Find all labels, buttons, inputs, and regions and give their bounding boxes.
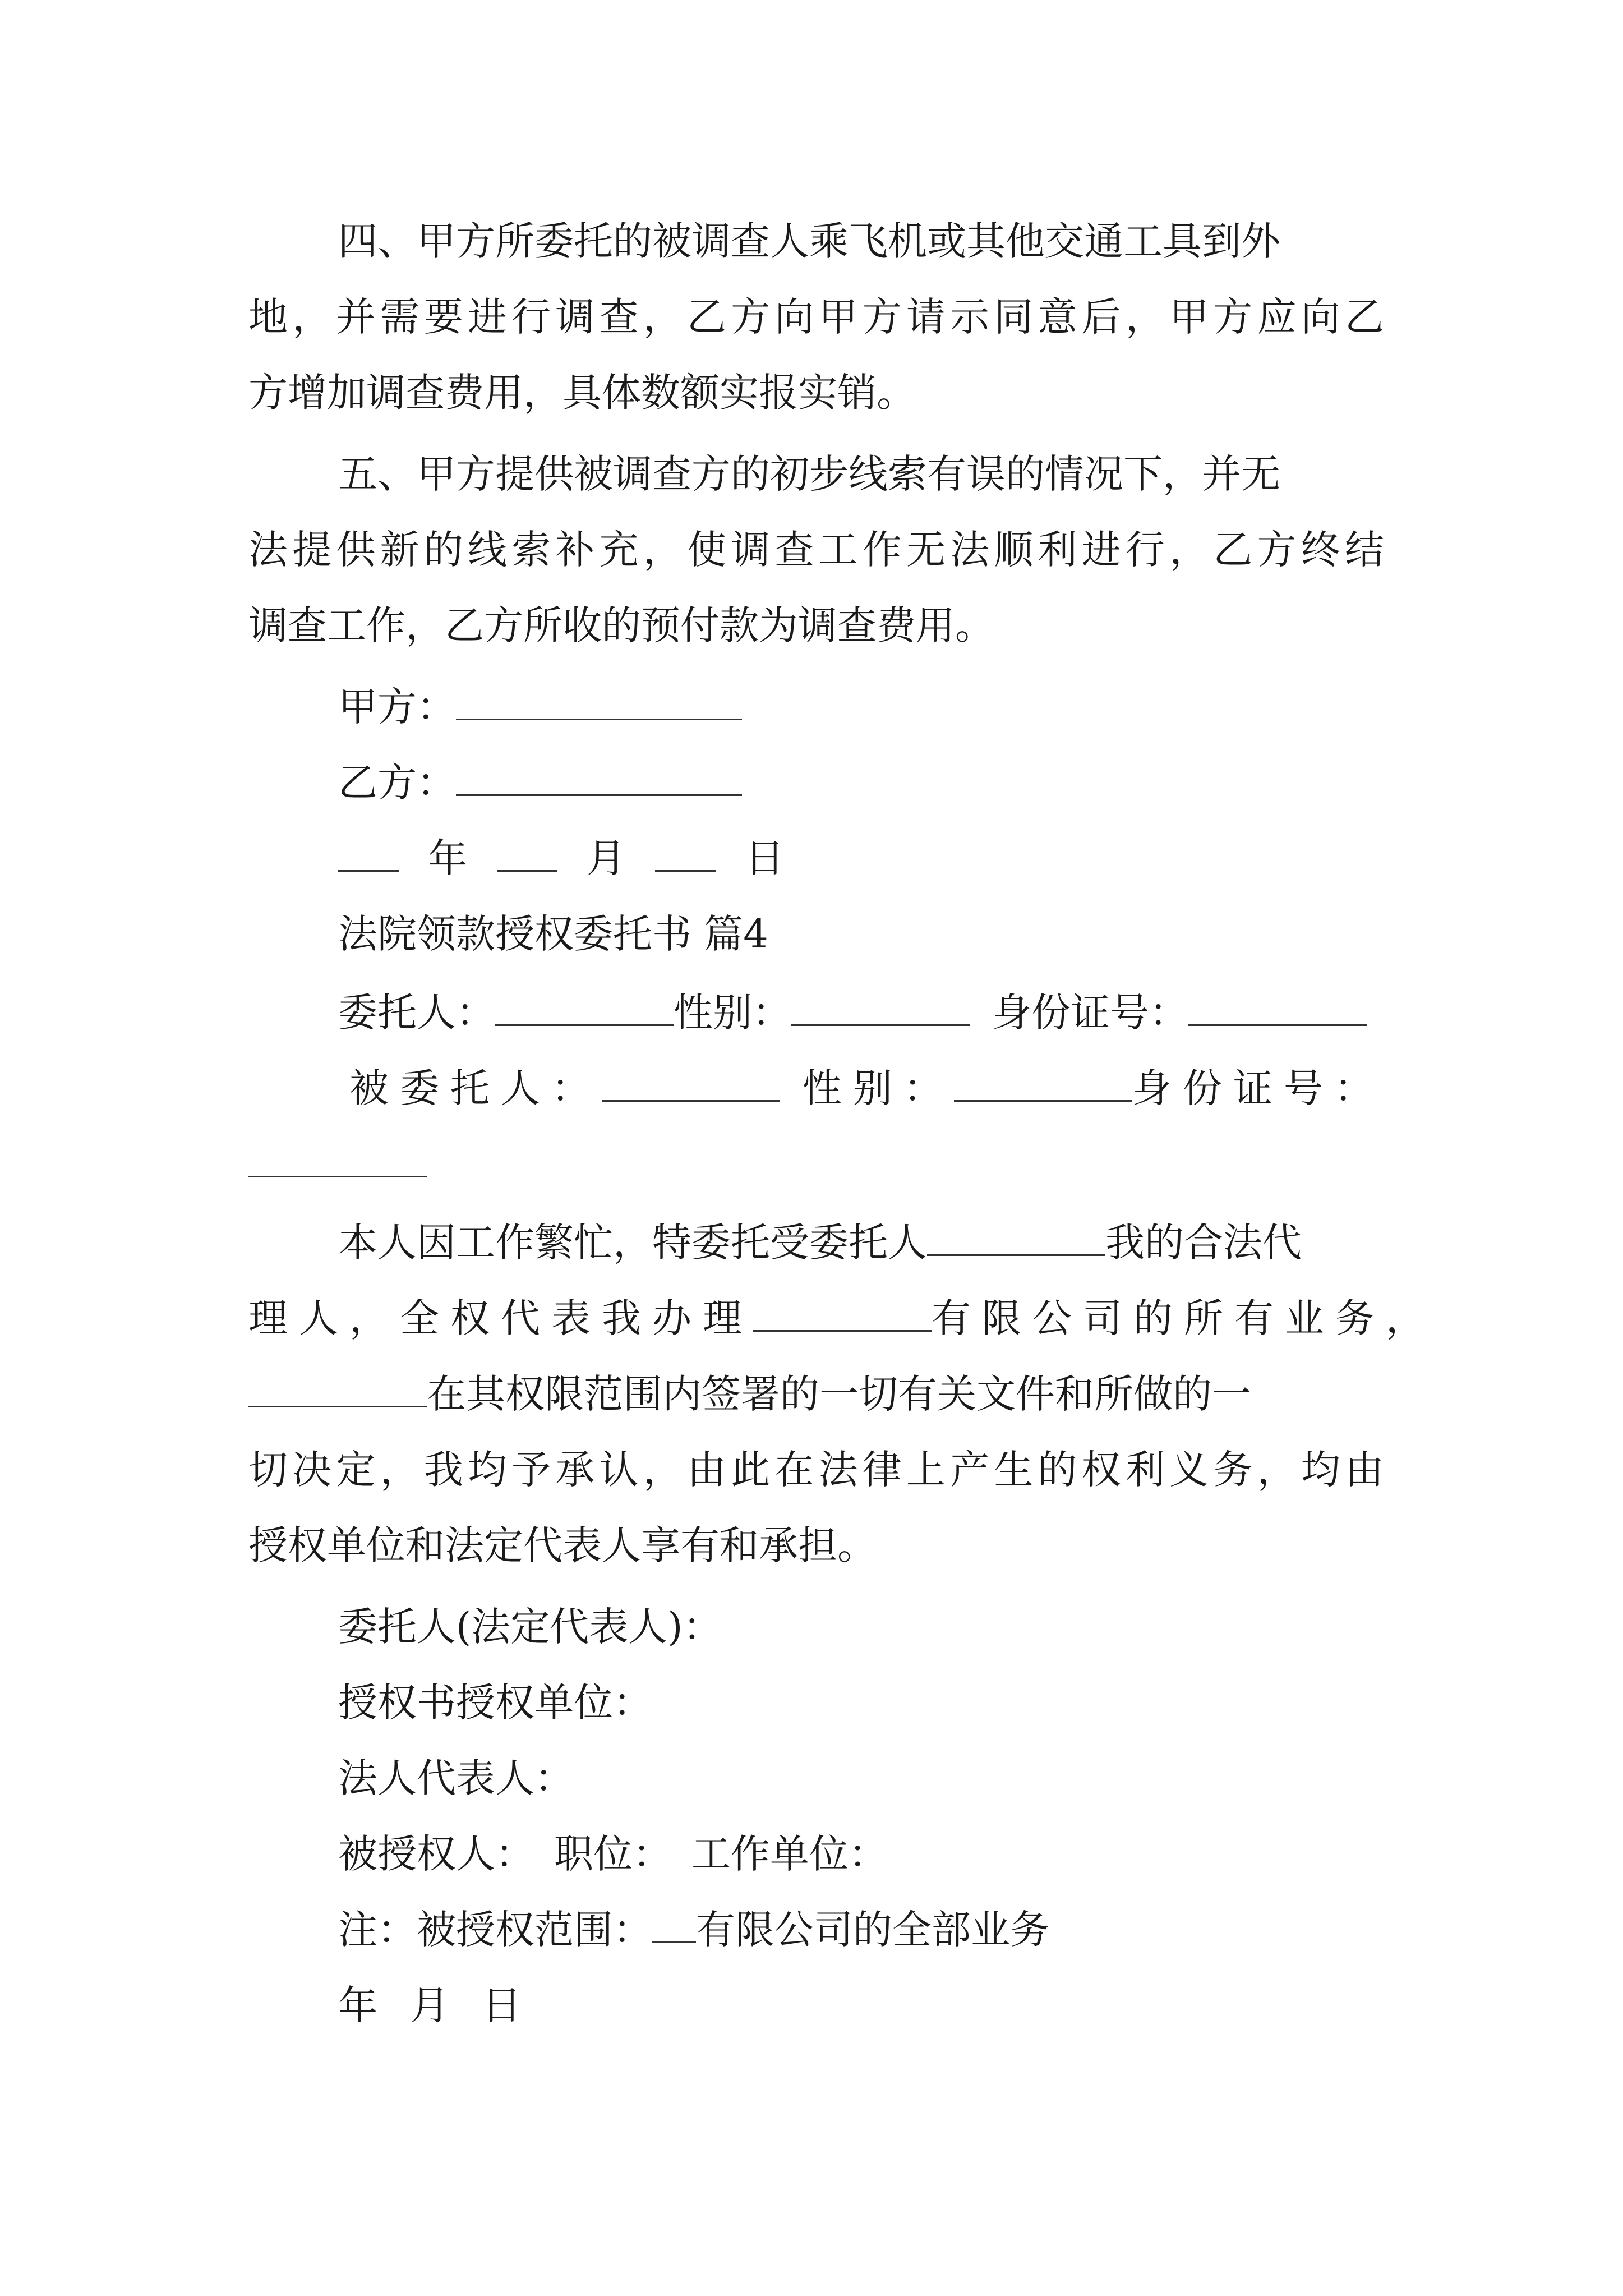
agent-id-blank[interactable] [248, 1141, 427, 1177]
body-line-2-end: 有限公司的所有业务， [932, 1295, 1436, 1341]
month-label: 月 [586, 835, 626, 881]
body-line-5: 授权单位和法定代表人享有和承担。 [248, 1522, 877, 1568]
party-b-label: 乙方： [338, 760, 456, 806]
date-line [338, 833, 801, 884]
section-5-line-3: 调查工作，乙方所收的预付款为调查费用。 [248, 602, 994, 648]
agent-label: 被委托人： [349, 1065, 602, 1111]
note-row [338, 1904, 1049, 1955]
principal-row [338, 987, 1367, 1038]
agent-row [349, 1063, 1385, 1114]
signature-date: 年 月 日 [338, 1982, 532, 2028]
party-a-label: 甲方： [338, 684, 456, 730]
day-label: 日 [745, 835, 785, 881]
agent-gender-label: 性别： [803, 1065, 954, 1111]
agent-id-label: 身份证号： [1132, 1065, 1385, 1111]
authority-blank[interactable] [248, 1371, 427, 1407]
section-5-line-2: 法提供新的线索补充，使调查工作无法顺利进行，乙方终结 [248, 527, 1384, 573]
work-unit-label: 工作单位： [691, 1831, 888, 1877]
party-a-blank[interactable] [456, 684, 742, 720]
body-line-1 [338, 1217, 1302, 1268]
note-suffix: 有限公司的全部业务 [696, 1907, 1049, 1953]
body-line-3-text: 在其权限范围内签署的一切有关文件和所做的一 [427, 1371, 1251, 1417]
principal-id-label: 身份证号： [992, 990, 1188, 1036]
body-line-3 [248, 1369, 1251, 1419]
section-4-line-2: 地，并需要进行调查，乙方向甲方请示同意后，甲方应向乙 [248, 294, 1384, 340]
party-b-line [338, 757, 742, 808]
section-4-line-3: 方增加调查费用，具体数额实报实销。 [248, 370, 916, 416]
position-label: 职位： [554, 1831, 672, 1877]
agent-name-blank[interactable] [602, 1065, 780, 1102]
principal-gender-label: 性别： [674, 990, 791, 1036]
day-blank[interactable] [655, 835, 716, 872]
agent-id-line [248, 1139, 427, 1189]
body-line-1-end: 我的合法代 [1105, 1220, 1302, 1266]
principal-gender-blank[interactable] [791, 990, 970, 1026]
party-b-blank[interactable] [456, 760, 742, 796]
note-prefix: 注：被授权范围： [338, 1907, 652, 1953]
agent-gender-blank[interactable] [954, 1065, 1132, 1102]
delegate-blank[interactable] [927, 1220, 1105, 1256]
principal-legal-rep-label: 委托人(法定代表人)： [338, 1604, 722, 1650]
section-5-line-1: 五、甲方提供被调查方的初步线索有误的情况下，并无 [338, 451, 1280, 497]
party-a-line [338, 682, 742, 732]
legal-rep-label: 法人代表人： [338, 1755, 574, 1801]
note-blank[interactable] [652, 1907, 696, 1943]
principal-id-blank[interactable] [1188, 990, 1367, 1026]
year-blank[interactable] [338, 835, 399, 872]
body-line-4: 切决定，我均予承认，由此在法律上产生的权利义务，均由 [248, 1447, 1384, 1493]
month-blank[interactable] [497, 835, 557, 872]
company-blank[interactable] [753, 1295, 932, 1332]
body-line-2-text: 理人，全权代表我办理 [248, 1295, 753, 1341]
body-line-1-text: 本人因工作繁忙，特委托受委托人 [338, 1220, 927, 1266]
authorized-label: 被授权人： [338, 1831, 534, 1877]
auth-unit-label: 授权书授权单位： [338, 1680, 652, 1726]
document-heading: 法院领款授权委托书 篇4 [338, 911, 768, 957]
section-4-line-1: 四、甲方所委托的被调查人乘飞机或其他交通工具到外 [338, 218, 1280, 264]
body-line-2 [248, 1293, 1436, 1343]
authorized-row [338, 1829, 888, 1879]
year-label: 年 [428, 835, 468, 881]
principal-name-blank[interactable] [495, 990, 674, 1026]
principal-label: 委托人： [338, 990, 495, 1036]
